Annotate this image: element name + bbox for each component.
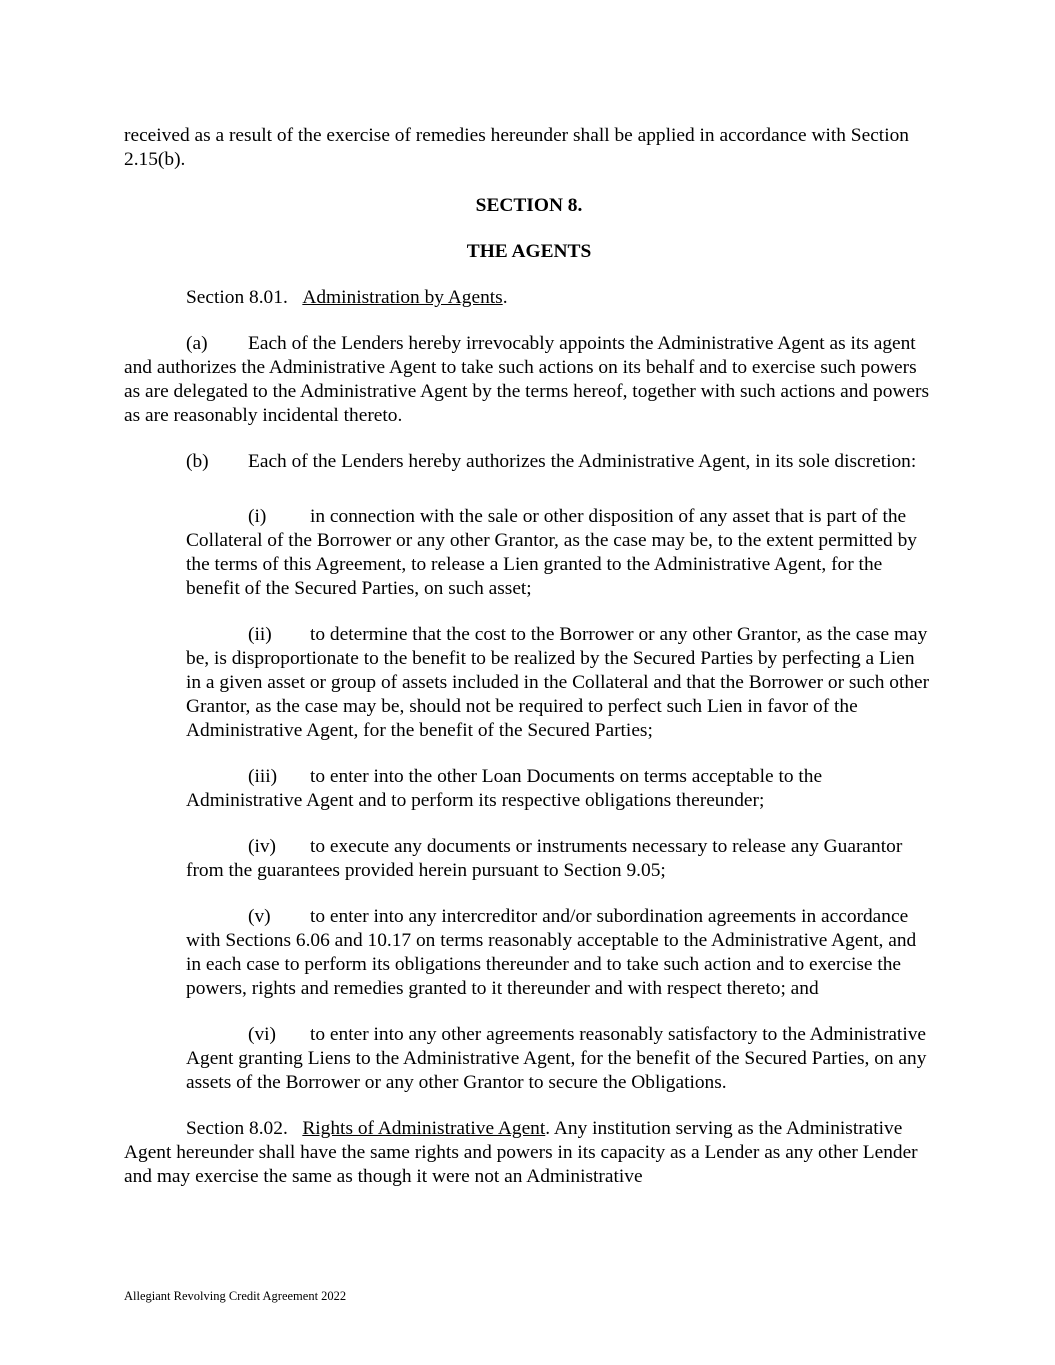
- subparagraph-ii-label: (ii): [248, 624, 272, 645]
- continuation-paragraph: received as a result of the exercise of remedies hereunder shall be applied in accordance with Section 2.15(b).: [124, 125, 909, 170]
- section-8-02-text: . Any institution serving as the Administrative Agent hereunder shall have the same rights and powers in its capacity as a Lender as any other Lender and may exercise the same as though it were not an Administrative: [124, 1118, 918, 1187]
- section-8-02-title: Rights of Administrative Agent: [302, 1118, 546, 1139]
- section-8-01-number: Section 8.01.: [186, 287, 288, 308]
- section-heading: SECTION 8.: [475, 195, 583, 216]
- subparagraph-v-label: (v): [248, 906, 271, 927]
- paragraph-b: [124, 450, 934, 474]
- paragraph-a-text: Each of the Lenders hereby irrevocably appoints the Administrative Agent as its agent and authorizes the Administrative Agent to take such actions on its behalf and to exercise such powers as are delegated to the Administrative Agent by the terms hereof, together with such actions and powers as are reasonably incidental thereto.: [124, 333, 930, 426]
- paragraph-a: [124, 332, 934, 428]
- subparagraph-v-text: to enter into any intercreditor and/or subordination agreements in accordance with Sections 6.06 and 10.17 on terms reasonably acceptable to the Administrative Agent, and in each case to perform its obligations thereunder and to take such action and to exercise the powers, rights and remedies granted to it thereunder and with respect thereto; and: [186, 906, 917, 999]
- section-title: THE AGENTS: [466, 241, 592, 262]
- section-8-01-title: Administration by Agents: [302, 287, 503, 308]
- section-8-01-punct: .: [502, 287, 508, 308]
- subparagraph-ii-text: to determine that the cost to the Borrower or any other Grantor, as the case may be, is disproportionate to the benefit to be realized by the Secured Parties by perfecting a Lien in a given asset or group of assets included in the Collateral and that the Borrower or such other Grantor, as the case may be, should not be required to perfect such Lien in favor of the Administrative Agent, for the benefit of the Secured Parties;: [186, 624, 930, 741]
- subparagraph-iii-text: to enter into the other Loan Documents on terms acceptable to the Administrative Agent and to perform its respective obligations thereunder;: [186, 766, 823, 811]
- subparagraph-iv-label: (iv): [248, 836, 276, 857]
- subparagraph-i-label: (i): [248, 506, 267, 527]
- subparagraph-ii: [186, 623, 934, 743]
- subparagraph-v: [186, 905, 934, 1001]
- subparagraph-iii-label: (iii): [248, 766, 278, 787]
- section-8-01-heading: [124, 286, 934, 310]
- subparagraph-vi: [186, 1023, 934, 1095]
- subparagraph-i: [186, 505, 934, 601]
- page-footer: Allegiant Revolving Credit Agreement 2022: [124, 1289, 347, 1303]
- section-8-02-paragraph: [124, 1117, 934, 1189]
- subparagraph-iv: [186, 835, 934, 883]
- subparagraph-vi-label: (vi): [248, 1024, 276, 1045]
- subparagraph-i-text: in connection with the sale or other disposition of any asset that is part of the Collateral of the Borrower or any other Grantor, as the case may be, to the extent permitted by the terms of this Agreement, to release a Lien granted to the Administrative Agent, for the benefit of the Secured Parties, on such asset;: [186, 506, 917, 599]
- paragraph-b-label: (b): [186, 451, 209, 472]
- subparagraph-iii: [186, 765, 934, 813]
- section-8-02-number: Section 8.02.: [186, 1118, 288, 1139]
- paragraph-a-label: (a): [186, 333, 208, 354]
- paragraph-b-text: Each of the Lenders hereby authorizes the Administrative Agent, in its sole discretion:: [248, 451, 917, 472]
- subparagraph-iv-text: to execute any documents or instruments necessary to release any Guarantor from the guarantees provided herein pursuant to Section 9.05;: [186, 836, 903, 881]
- subparagraph-vi-text: to enter into any other agreements reasonably satisfactory to the Administrative Agent granting Liens to the Administrative Agent, for the benefit of the Secured Parties, on any assets of the Borrower or any other Grantor to secure the Obligations.: [186, 1024, 927, 1093]
- document-page: [124, 124, 934, 1189]
